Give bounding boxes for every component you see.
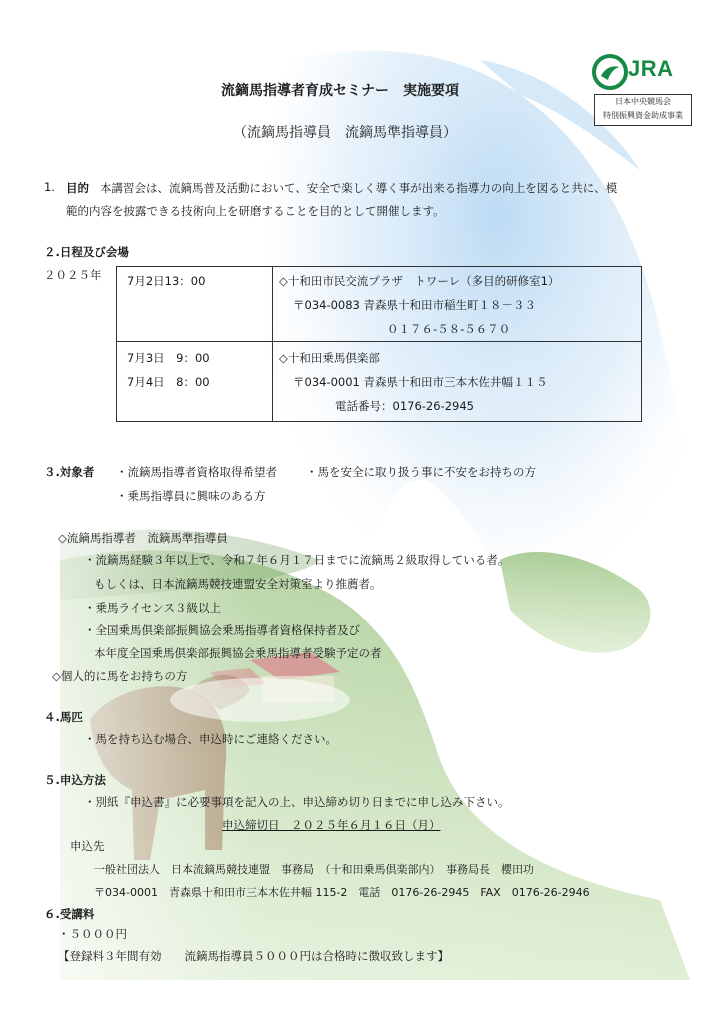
schedule-date: 7月2日13：00 — [127, 274, 206, 288]
course-fee: ・５０００円 — [58, 927, 127, 941]
schedule-venue-cell — [273, 342, 642, 422]
target-item: ・乗馬指導員に興味のある方 — [116, 489, 266, 503]
schedule-row — [117, 342, 642, 422]
group2-title: ◇個人的に馬をお持ちの方 — [52, 669, 188, 683]
application-deadline: 申込締切日 ２０２５年６月１６日（月） — [222, 818, 441, 832]
group1-title: ◇流鏑馬指導者 流鏑馬準指導員 — [58, 531, 228, 545]
page-subtitle: （流鏑馬指導員 流鏑馬準指導員） — [233, 125, 457, 141]
venue-name: ◇十和田乗馬倶楽部 — [279, 351, 380, 365]
section4-line: ・馬を持ち込む場合、申込時にご連絡ください。 — [84, 732, 337, 746]
contact-address: 〒034-0001 青森県十和田市三本木佐井幅 115-2 電話 0176-26-2945 FAX 0176-26-2946 — [94, 886, 590, 899]
requirement-item: もしくは、日本流鏑馬競技連盟安全対策室より推薦者。 — [94, 577, 382, 591]
schedule-table — [116, 266, 642, 422]
venue-name: ◇十和田市民交流プラザ トワーレ（多目的研修室1） — [279, 274, 560, 288]
section5-line: ・別紙『申込書』に必要事項を記入の上、申込締め切り日までに申し込み下さい。 — [84, 795, 510, 809]
requirement-item: ・流鏑馬経験３年以上で、令和７年６月１７日までに流鏑馬２級取得している者。 — [84, 553, 510, 567]
section4-heading: ４.馬匹 — [44, 710, 83, 724]
section1-line1: 本講習会は、流鏑馬普及活動において、安全で楽しく導く事が出来る指導力の向上を図ると共に、模 — [100, 181, 618, 195]
schedule-venue-cell — [273, 267, 642, 342]
schedule-row — [117, 267, 642, 342]
fee-note: 【登録料３年間有効 流鏑馬指導員５０００円は合格時に徴収致します】 — [58, 949, 449, 963]
venue-phone: 電話番号：0176-26-2945 — [335, 399, 474, 413]
jra-emblem-icon — [592, 54, 628, 90]
jra-logo — [592, 50, 696, 126]
section1-line2: 範的内容を披露できる技術向上を研磨することを目的として開催します。 — [66, 204, 445, 218]
schedule-date: 7月4日 8：00 — [127, 375, 210, 389]
logo-caption-line2: 特別振興資金助成事業 — [603, 111, 683, 120]
section3-heading: ３.対象者 — [44, 465, 95, 479]
logo-caption-line1: 日本中央競馬会 — [615, 97, 671, 106]
contact-label: 申込先 — [70, 839, 105, 853]
requirement-item: ・全国乗馬倶楽部振興協会乗馬指導者資格保持者及び — [84, 623, 360, 637]
section6-heading: ６.受講料 — [44, 907, 95, 921]
venue-address: 〒034-0001 青森県十和田市三本木佐井幅１１５ — [293, 375, 548, 389]
contact-organization: 一般社団法人 日本流鏑馬競技連盟 事務局 （十和田乗馬倶楽部内） 事務局長 櫻田功 — [94, 863, 534, 876]
requirement-item: 本年度全国乗馬倶楽部振興協会乗馬指導者受験予定の者 — [94, 646, 382, 660]
schedule-year: ２０２５年 — [44, 268, 102, 282]
schedule-dates-cell — [117, 342, 273, 422]
venue-phone: ０１７６-５８-５６７０ — [387, 322, 511, 336]
jra-logo-text: JRA — [628, 56, 674, 81]
section5-heading: ５.申込方法 — [44, 773, 106, 787]
target-item: ・流鏑馬指導者資格取得希望者 — [116, 465, 277, 479]
page-title: 流鏑馬指導者育成セミナー 実施要項 — [221, 83, 459, 99]
target-item: ・馬を安全に取り扱う事に不安をお持ちの方 — [306, 465, 536, 479]
section2-heading: ２.日程及び会場 — [44, 245, 129, 259]
venue-address: 〒034-0083 青森県十和田市稲生町１８－３３ — [293, 298, 537, 312]
requirement-item: ・乗馬ライセンス３級以上 — [84, 601, 221, 615]
logo-caption-box — [594, 94, 692, 126]
section1-label: 目的 — [66, 181, 89, 195]
section1-number: 1. — [44, 180, 55, 194]
schedule-dates-cell — [117, 267, 273, 342]
schedule-date: 7月3日 9：00 — [127, 351, 210, 365]
